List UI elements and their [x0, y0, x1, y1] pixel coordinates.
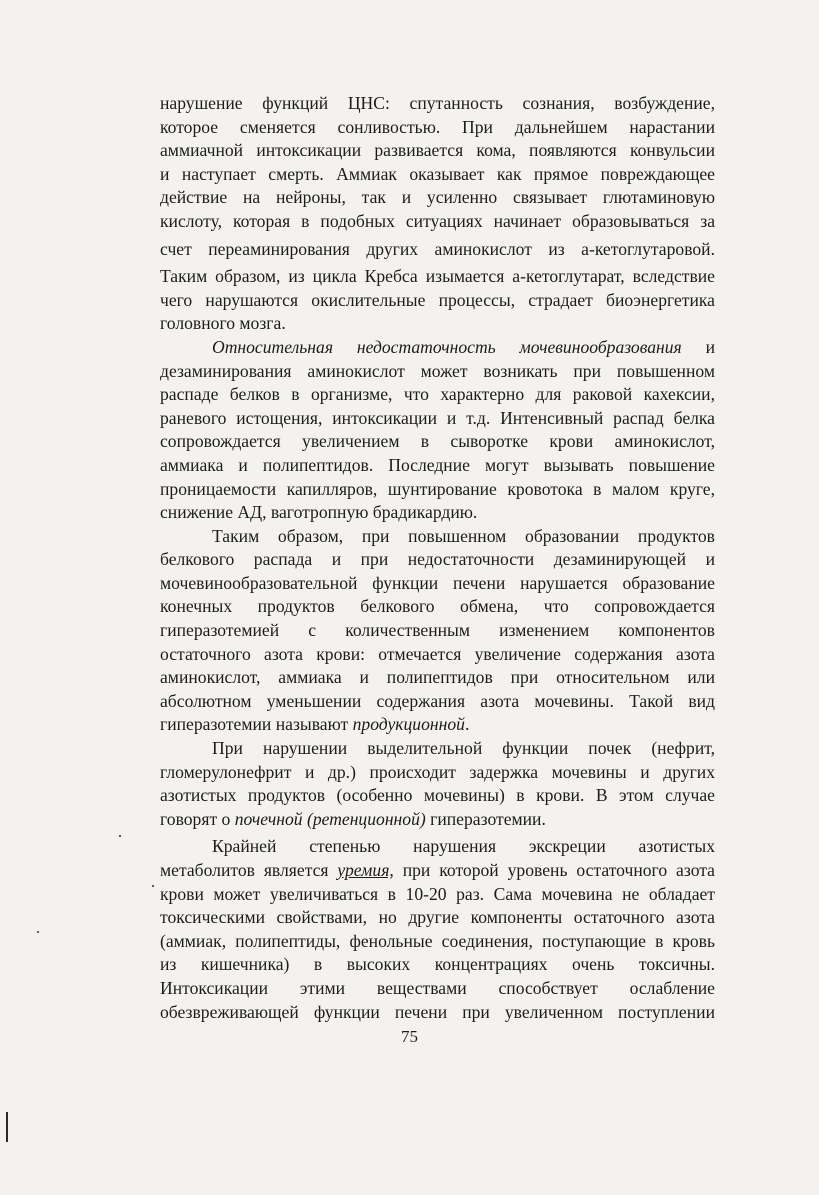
text-line: нарушение функций ЦНС: спутанность сознания, возбуждение,	[160, 93, 715, 113]
text-line: счет переаминирования других аминокислот из а-кетоглутаровой.	[160, 238, 715, 259]
text-line: дезаминирования аминокислот может возникать при повышенном	[160, 360, 715, 381]
text-fragment: гиперазотемии называют	[160, 714, 353, 735]
text-line: конечных продуктов белкового обмена, что сопровождается	[160, 596, 715, 617]
text-line: гиперазотемией с количественным изменением компонентов	[160, 620, 715, 641]
text-line: белкового распада и при недостаточности дезаминирующей и	[160, 549, 715, 570]
text-line: остаточного азота крови: отмечается увеличение содержания азота	[160, 643, 715, 664]
text-line: снижение АД, ваготропную брадикардию.	[160, 502, 478, 523]
text-fragment: и	[681, 336, 715, 357]
text-line: При нарушении выделительной функции почек (нефрит,	[212, 738, 715, 759]
text-fragment: .	[464, 714, 470, 735]
scan-artifact	[152, 885, 154, 887]
text-line: из кишечника) в высоких концентрациях очень токсичны.	[160, 954, 715, 975]
text-line: мочевинообразовательной функции печени нарушается образование	[160, 572, 715, 593]
text-line: (аммиак, полипептиды, фенольные соединения, поступающие в кровь	[160, 930, 715, 951]
text-fragment: при которой уровень остаточного азота	[393, 860, 715, 880]
text-line	[160, 336, 715, 360]
text-line: распаде белков в организме, что характерно для раковой кахексии,	[160, 384, 715, 405]
text-line: Интоксикации этими веществами способствует ослабление	[160, 977, 715, 998]
text-line: кислоту, которая в подобных ситуациях начинает образовываться за	[160, 210, 715, 231]
text-line: обезвреживающей функции печени при увеличенном поступлении	[160, 1001, 715, 1022]
underlined-term: уремия,	[337, 860, 394, 880]
text-line: сопровождается увеличением в сыворотке крови аминокислот,	[160, 431, 715, 452]
text-line: гломерулонефрит и др.) происходит задержка мочевины и других	[160, 761, 715, 782]
text-line: чего нарушаются окислительные процессы, страдает биоэнергетика	[160, 289, 715, 310]
text-line: аминокислот, аммиака и полипептидов при относительном или	[160, 667, 715, 688]
scan-artifact	[6, 1112, 8, 1142]
italic-term: продукционной	[352, 714, 465, 735]
text-line: крови может увеличиваться в 10-20 раз. Сама мочевина не обладает	[160, 883, 715, 904]
text-line	[160, 808, 715, 832]
scan-artifact	[119, 835, 121, 837]
text-line: азотистых продуктов (особенно мочевины) в крови. В этом случае	[160, 785, 715, 806]
text-line: которое сменяется сонливостью. При дальнейшем нарастании	[160, 116, 715, 137]
text-line	[160, 713, 715, 737]
italic-term: почечной (ретенционной)	[234, 808, 426, 829]
text-line: токсическими свойствами, но другие компоненты остаточного азота	[160, 907, 715, 928]
body-text	[160, 92, 715, 1024]
text-fragment: говорят о	[160, 808, 235, 829]
text-fragment: гиперазотемии.	[425, 808, 546, 829]
text-line: Крайней степенью нарушения экскреции азотистых	[212, 836, 715, 857]
text-line: Таким образом, при повышенном образовании продуктов	[212, 525, 715, 546]
text-line: головного мозга.	[160, 313, 286, 334]
scan-artifact	[37, 931, 39, 933]
text-line: Таким образом, из цикла Кребса изымается а-кетоглутарат, вследствие	[160, 266, 715, 287]
text-line: проницаемости капилляров, шунтирование кровотока в малом круге,	[160, 478, 715, 499]
text-line: аммиака и полипептидов. Последние могут вызывать повышение	[160, 454, 715, 475]
text-line: и наступает смерть. Аммиак оказывает как прямое повреждающее	[160, 163, 715, 184]
italic-term: Относительная недостаточность мочевинообразования	[212, 336, 682, 357]
text-fragment: метаболитов является	[160, 860, 338, 880]
text-line	[160, 859, 715, 883]
text-line: раневого истощения, интоксикации и т.д. Интенсивный распад белка	[160, 407, 715, 428]
page-number: 75	[401, 1027, 418, 1046]
text-line: действие на нейроны, так и усиленно связывает глютаминовую	[160, 187, 715, 208]
text-line: абсолютном уменьшении содержания азота мочевины. Такой вид	[160, 690, 715, 711]
text-line: аммиачной интоксикации развивается кома, появляются конвульсии	[160, 140, 715, 161]
